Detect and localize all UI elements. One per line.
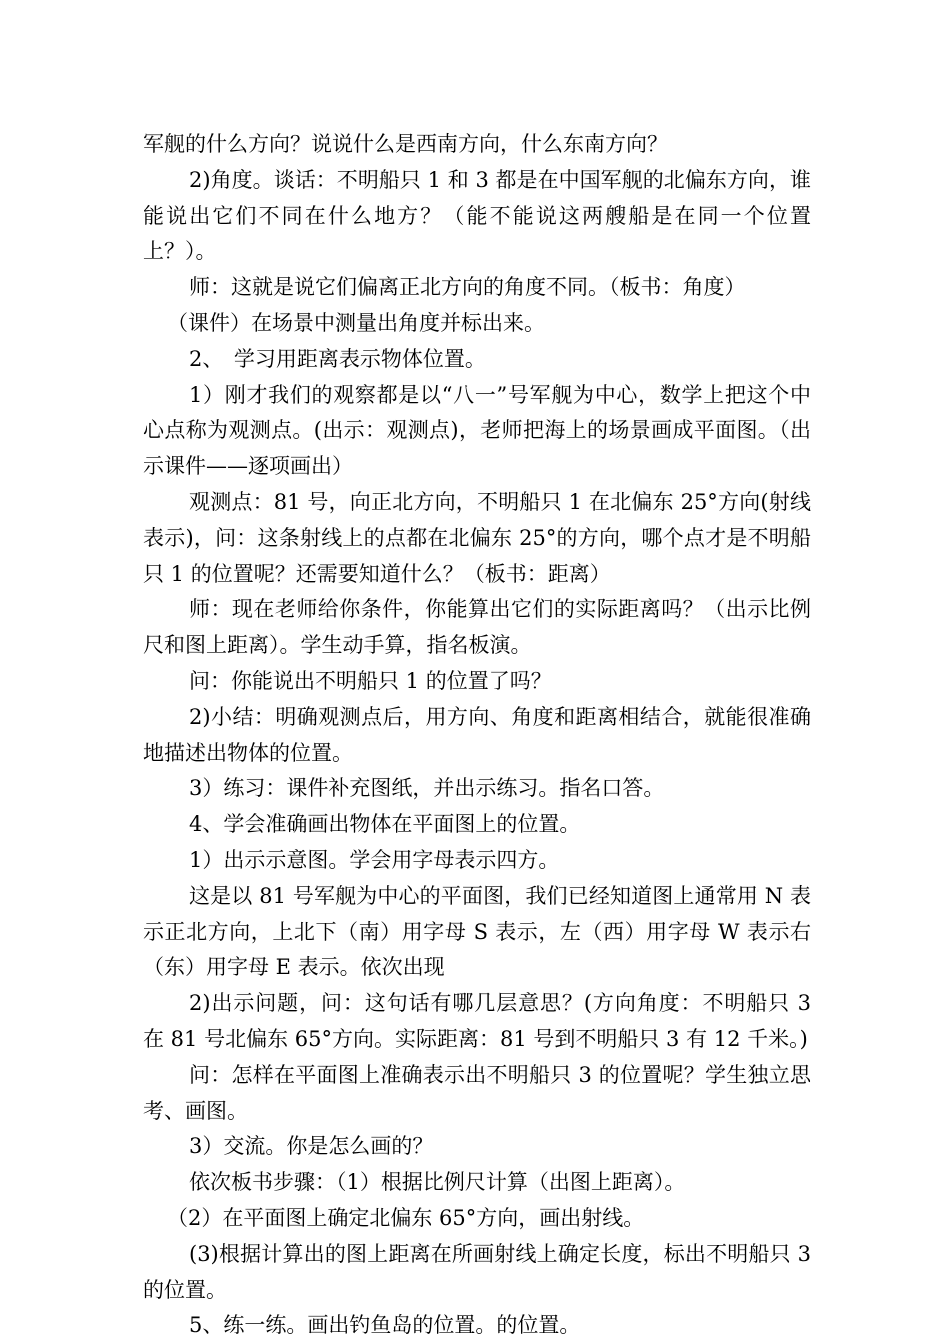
paragraph-18: 依次板书步骤：（1）根据比例尺计算（出图上距离）。	[189, 1170, 686, 1195]
paragraph-1: 军舰的什么方向？说说什么是西南方向，什么东南方向？	[143, 132, 668, 156]
paragraph-21: 5、练一练。画出钓鱼岛的位置。的位置。	[189, 1313, 581, 1338]
paragraph-12: 4、学会准确画出物体在平面图上的位置。	[189, 812, 581, 837]
paragraph-20: (3)根据计算出的图上距离在所画射线上确定长度，标出不明船只 3 的位置。	[143, 1241, 811, 1302]
paragraph-10: 2)小结：明确观测点后，用方向、角度和距离相结合，就能很准确地描述出物体的位置。	[143, 704, 811, 765]
paragraph-19: （2）在平面图上确定北偏东 65°方向，画出射线。	[167, 1205, 645, 1230]
paragraph-9: 问：你能说出不明船只 1 的位置了吗？	[189, 668, 552, 693]
document-body	[143, 127, 811, 1344]
paragraph-8: 师：现在老师给你条件，你能算出它们的实际距离吗？（出示比例尺和图上距离）。学生动手算，指名板演。	[143, 597, 811, 658]
paragraph-17: 3）交流。你是怎么画的？	[189, 1134, 434, 1159]
paragraph-3: 师：这就是说它们偏离正北方向的角度不同。（板书：角度）	[189, 275, 746, 300]
paragraph-7: 观测点：81 号，向正北方向，不明船只 1 在北偏东 25°方向(射线表示)，问：这条射线上的点都在北偏东 25°的方向，哪个点才是不明船只 1 的位置呢？还需要知道什么？（板书：距离）	[143, 489, 811, 586]
paragraph-11: 3）练习：课件补充图纸，并出示练习。指名口答。	[189, 776, 665, 801]
paragraph-6: 1）刚才我们的观察都是以“八一”号军舰为中心，数学上把这个中心点称为观测点。(出示：观测点)，老师把海上的场景画成平面图。（出示课件——逐项画出）	[143, 382, 811, 479]
paragraph-13: 1）出示示意图。学会用字母表示四方。	[189, 847, 560, 872]
paragraph-5: 2、 学习用距离表示物体位置。	[189, 346, 486, 371]
paragraph-2: 2)角度。谈话：不明船只 1 和 3 都是在中国军舰的北偏东方向，谁能说出它们不同在什么地方？（能不能说这两艘船是在同一个位置上？）。	[143, 167, 811, 264]
paragraph-4: （课件）在场景中测量出角度并标出来。	[167, 310, 545, 335]
paragraph-15: 2)出示问题，问：这句话有哪几层意思？(方向角度：不明船只 3 在 81 号北偏东 65°方向。实际距离：81 号到不明船只 3 有 12 千米。)	[143, 991, 811, 1051]
paragraph-14: 这是以 81 号军舰为中心的平面图，我们已经知道图上通常用 N 表示正北方向，上北下（南）用字母 S 表示，左（西）用字母 W 表示右（东）用字母 E 表示。依次出现	[143, 883, 811, 980]
paragraph-16: 问：怎样在平面图上准确表示出不明船只 3 的位置呢？学生独立思考、画图。	[143, 1062, 811, 1123]
